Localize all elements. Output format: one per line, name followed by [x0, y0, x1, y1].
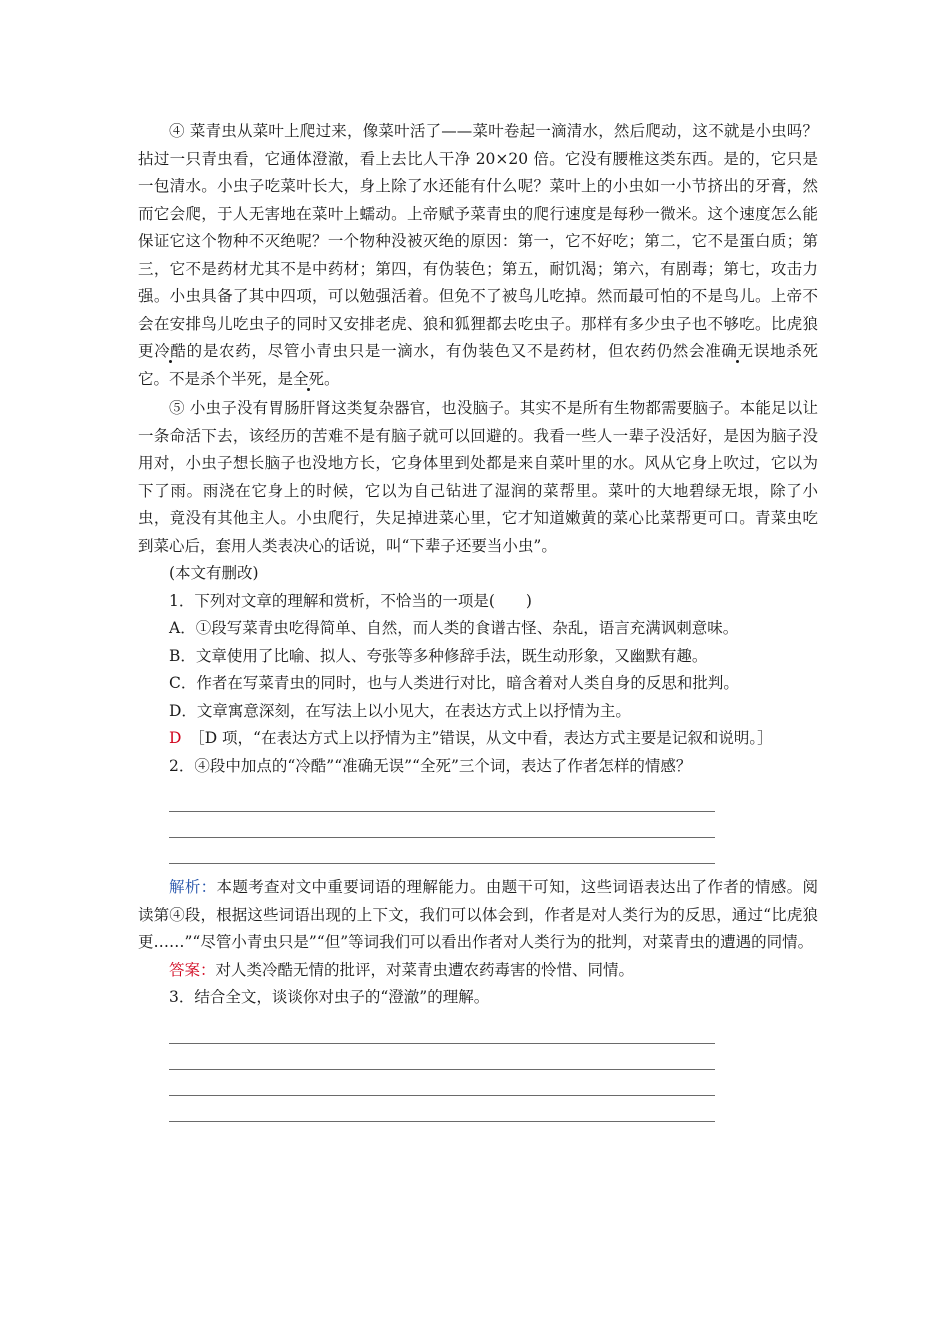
dotted-word-zhunquewuwu: 准确无误 [705, 342, 771, 360]
question-2-answer: 答案：对人类冷酷无情的批评，对菜青虫遭农药毒害的怜惜、同情。 [169, 960, 635, 979]
question-2-stem: 2．④段中加点的“冷酷”“准确无误”“全死”三个词，表达了作者怎样的情感？ [169, 756, 692, 775]
question-3-stem: 3．结合全文，谈谈你对虫子的“澄澈”的理解。 [169, 988, 490, 1006]
paragraph-5: ⑤ 小虫子没有胃肠肝肾这类复杂器官，也没脑子。其实不是所有生物都需要脑子。本能足以让一条命活下去，该经历的苦难不是有脑子就可以回避的。我看一些人一辈子没活好，是因为脑子没用对，小虫子想长脑子也没地方长，它身体里到处都是来自菜叶里的水。风从它身上吹过，它以为下了雨。雨浇在它身上的时候，它以为自己钻进了湿润的菜帮里。菜叶的大地碧绿无垠，除了小虫，竟没有其他主人。小虫爬行，失足掉进菜心里，它才知道嫩黄的菜心比菜帮更可口。青菜虫吃到菜心后，套用人类表决心的话说，叫“下辈子还要当小虫”。 [138, 399, 818, 555]
question-1-stem: 1．下列对文章的理解和赏析，不恰当的一项是( ) [169, 591, 532, 610]
answer-line [169, 1096, 715, 1122]
answer-explanation: ［D 项，“在表达方式上以抒情为主”错误，从文中看，表达方式主要是记叙和说明。］ [196, 729, 773, 747]
question-1-option-b: B．文章使用了比喻、拟人、夸张等多种修辞手法，既生动形象，又幽默有趣。 [169, 646, 708, 665]
answer-lines-q2 [138, 786, 818, 864]
answer-line [169, 1018, 715, 1044]
question-1-answer [138, 725, 818, 753]
paragraph-4: ④ 菜青虫从菜叶上爬过来，像菜叶活了——菜叶卷起一滴清水，然后爬动，这不就是小虫吗？拈过一只青虫看，它通体澄澈，看上去比人干净 20×20 倍。它没有腰椎这类东西。是的，它只是一包清水。小虫子吃菜叶长大，身上除了水还能有什么呢？菜叶上的小虫如一小节挤出的牙膏，然而它会爬，于人无害地在菜叶上蠕动。上帝赋予菜青虫的爬行速度是每秒一微米。这个速度怎么能保证它这个物种不灭绝呢？一个物种没被灭绝的原因：第一，它不好吃；第二，它不是蛋白质；第三，它不是药材尤其不是中药材；第四，有伪装色；第五，耐饥渴；第六，有剧毒；第七，攻击力强。小虫具备了其中四项，可以勉强活着。但免不了被鸟儿吃掉。然而最可怕的不是鸟儿。上帝不会在安排鸟儿吃虫子的同时又安排老虎、狼和狐狸都去吃虫子。那样有多少虫子也不够吃。比虎狼更冷酷的是农药，尽管小青虫只是一滴水，有伪装色又不是药材，但农药仍然会准确无误地杀死它。不是杀个半死，是全死。 [138, 122, 818, 388]
answer-label: 答案： [169, 960, 216, 979]
answer-line [169, 1070, 715, 1096]
question-1-option-c: C．作者在写菜青虫的同时，也与人类进行对比，暗含着对人类自身的反思和批判。 [169, 674, 739, 692]
answer-letter: D [169, 729, 182, 747]
analysis-label: 解析： [169, 878, 217, 896]
question-1-option-a: A．①段写菜青虫吃得简单、自然，而人类的食谱古怪、杂乱，语言充满讽刺意味。 [169, 619, 739, 637]
dotted-word-quansi: 全死 [293, 369, 325, 388]
answer-line [169, 1044, 715, 1070]
answer-line [169, 838, 715, 864]
answer-line [169, 812, 715, 838]
question-1-option-d: D．文章寓意深刻，在写法上以小见大，在表达方式上以抒情为主。 [169, 701, 631, 720]
dotted-word-lengku: 冷酷 [154, 342, 187, 360]
document-page [138, 118, 818, 1132]
question-2-analysis: 解析：本题考查对文中重要词语的理解能力。由题干可知，这些词语表达出了作者的情感。阅读第④段，根据这些词语出现的上下文，我们可以体会到，作者是对人类行为的反思，通过“比虎狼更……”“尽管小青虫只是”“但”等词我们可以看出作者对人类行为的批判，对菜青虫的遭遇的同情。 [138, 878, 818, 951]
source-note: (本文有删改) [169, 564, 259, 582]
answer-line [169, 786, 715, 812]
answer-lines-q3 [138, 1018, 818, 1122]
